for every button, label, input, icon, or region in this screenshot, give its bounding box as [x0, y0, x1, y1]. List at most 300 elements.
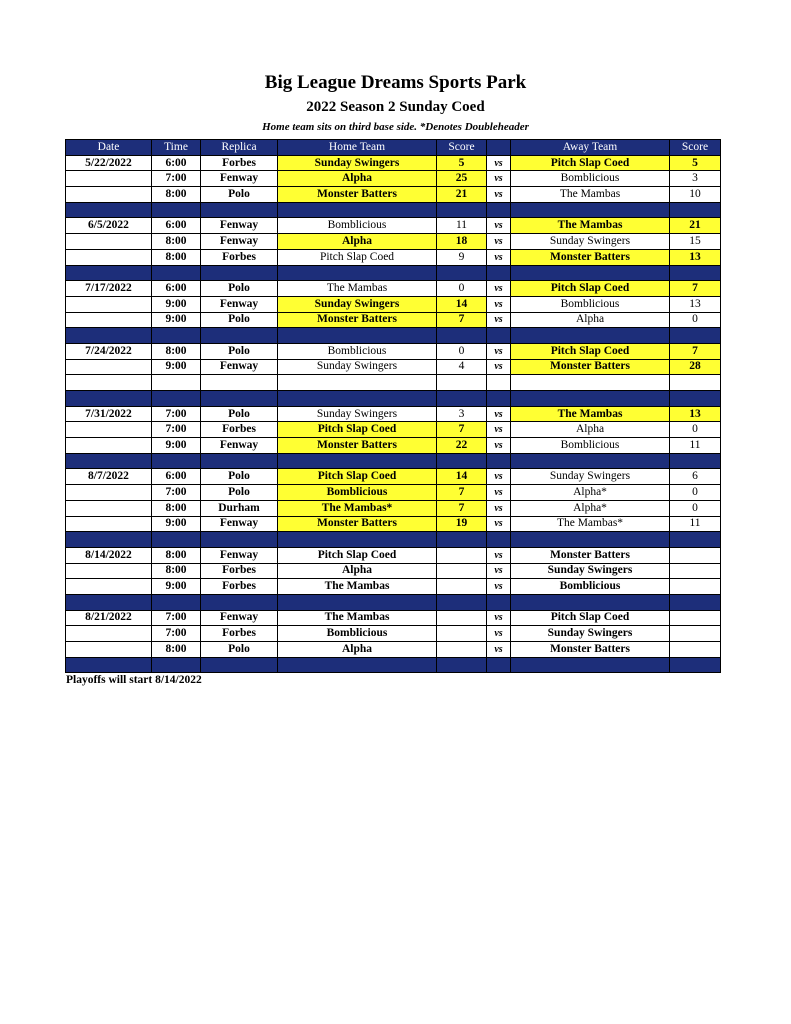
home-score-cell: 7: [437, 422, 487, 438]
home-score-cell: 7: [437, 485, 487, 501]
empty-cell: [487, 532, 511, 548]
empty-cell: [437, 594, 487, 610]
replica-cell: Fenway: [201, 171, 278, 187]
game-row: [66, 563, 721, 579]
game-row: [66, 438, 721, 454]
time-cell: 8:00: [152, 249, 201, 265]
game-row: [66, 610, 721, 626]
replica-cell: Fenway: [201, 359, 278, 375]
date-cell: 7/24/2022: [66, 343, 152, 359]
empty-cell: [487, 453, 511, 469]
replica-cell: Forbes: [201, 249, 278, 265]
empty-cell: [487, 375, 511, 391]
vs-cell: vs: [487, 296, 511, 312]
time-header: Time: [152, 140, 201, 156]
home-score-cell: 14: [437, 296, 487, 312]
empty-cell: [152, 265, 201, 281]
replica-cell: Polo: [201, 469, 278, 485]
replica-cell: Fenway: [201, 296, 278, 312]
home-team-header: Home Team: [278, 140, 437, 156]
empty-cell: [437, 657, 487, 673]
away-score-cell: 7: [670, 281, 721, 297]
empty-cell: [66, 375, 152, 391]
time-cell: 6:00: [152, 281, 201, 297]
home-team-cell: The Mambas: [278, 579, 437, 595]
game-row: [66, 312, 721, 328]
empty-cell: [66, 265, 152, 281]
empty-cell: [152, 328, 201, 344]
date-cell: 8/14/2022: [66, 547, 152, 563]
replica-cell: Polo: [201, 312, 278, 328]
game-row: [66, 171, 721, 187]
time-cell: 9:00: [152, 579, 201, 595]
time-cell: 7:00: [152, 171, 201, 187]
home-team-cell: Pitch Slap Coed: [278, 547, 437, 563]
away-team-cell: Bomblicious: [511, 579, 670, 595]
home-score-cell: 18: [437, 234, 487, 250]
vs-cell: vs: [487, 626, 511, 642]
away-score-cell: 11: [670, 516, 721, 532]
empty-cell: [487, 202, 511, 218]
empty-cell: [201, 594, 278, 610]
away-team-cell: Bomblicious: [511, 296, 670, 312]
away-team-cell: Bomblicious: [511, 438, 670, 454]
time-cell: 8:00: [152, 343, 201, 359]
empty-cell: [66, 391, 152, 407]
vs-cell: vs: [487, 579, 511, 595]
away-team-cell: Sunday Swingers: [511, 469, 670, 485]
empty-cell: [201, 532, 278, 548]
game-row: [66, 469, 721, 485]
away-score-cell: 13: [670, 249, 721, 265]
empty-cell: [511, 375, 670, 391]
time-cell: 9:00: [152, 438, 201, 454]
replica-cell: Forbes: [201, 155, 278, 171]
away-team-cell: Pitch Slap Coed: [511, 281, 670, 297]
replica-cell: Fenway: [201, 516, 278, 532]
date-cell: [66, 187, 152, 203]
vs-cell: vs: [487, 343, 511, 359]
date-cell: [66, 234, 152, 250]
away-team-cell: The Mambas: [511, 187, 670, 203]
time-cell: 6:00: [152, 469, 201, 485]
home-score-cell: 7: [437, 500, 487, 516]
home-team-cell: Alpha: [278, 642, 437, 658]
empty-cell: [511, 265, 670, 281]
away-score-cell: 13: [670, 406, 721, 422]
vs-cell: vs: [487, 171, 511, 187]
home-team-cell: Monster Batters: [278, 438, 437, 454]
away-team-cell: Alpha: [511, 422, 670, 438]
away-team-cell: Monster Batters: [511, 547, 670, 563]
empty-cell: [66, 328, 152, 344]
separator-row: [66, 202, 721, 218]
empty-cell: [201, 375, 278, 391]
empty-cell: [437, 328, 487, 344]
empty-cell: [278, 328, 437, 344]
home-team-cell: Bomblicious: [278, 485, 437, 501]
home-team-cell: Bomblicious: [278, 343, 437, 359]
time-cell: 8:00: [152, 187, 201, 203]
game-row: [66, 249, 721, 265]
home-team-cell: Bomblicious: [278, 218, 437, 234]
home-score-header: Score: [437, 140, 487, 156]
away-score-header: Score: [670, 140, 721, 156]
empty-cell: [201, 328, 278, 344]
away-team-cell: Sunday Swingers: [511, 234, 670, 250]
home-team-cell: The Mambas: [278, 610, 437, 626]
schedule-body: [66, 155, 721, 673]
empty-cell: [437, 391, 487, 407]
empty-cell: [201, 453, 278, 469]
separator-row: [66, 265, 721, 281]
empty-row: [66, 375, 721, 391]
home-team-cell: Pitch Slap Coed: [278, 422, 437, 438]
date-cell: [66, 422, 152, 438]
empty-cell: [152, 453, 201, 469]
empty-cell: [511, 657, 670, 673]
date-cell: 7/31/2022: [66, 406, 152, 422]
empty-cell: [670, 453, 721, 469]
empty-cell: [670, 657, 721, 673]
game-row: [66, 218, 721, 234]
separator-row: [66, 657, 721, 673]
empty-cell: [152, 532, 201, 548]
vs-cell: vs: [487, 281, 511, 297]
time-cell: 6:00: [152, 155, 201, 171]
home-score-cell: 14: [437, 469, 487, 485]
away-score-cell: 0: [670, 500, 721, 516]
game-row: [66, 359, 721, 375]
playoffs-note: Playoffs will start 8/14/2022: [66, 674, 202, 686]
empty-cell: [152, 657, 201, 673]
time-cell: 8:00: [152, 234, 201, 250]
schedule-table: [65, 139, 721, 673]
vs-cell: vs: [487, 234, 511, 250]
away-score-cell: 0: [670, 422, 721, 438]
date-cell: [66, 296, 152, 312]
home-team-cell: Alpha: [278, 171, 437, 187]
game-row: [66, 422, 721, 438]
away-score-cell: 28: [670, 359, 721, 375]
away-team-cell: Pitch Slap Coed: [511, 343, 670, 359]
home-score-cell: 21: [437, 187, 487, 203]
empty-cell: [437, 532, 487, 548]
vs-cell: vs: [487, 500, 511, 516]
game-row: [66, 234, 721, 250]
home-team-cell: Sunday Swingers: [278, 406, 437, 422]
replica-cell: Forbes: [201, 563, 278, 579]
empty-cell: [511, 202, 670, 218]
time-cell: 9:00: [152, 516, 201, 532]
empty-cell: [511, 328, 670, 344]
away-score-cell: 5: [670, 155, 721, 171]
vs-header: [487, 140, 511, 156]
separator-row: [66, 391, 721, 407]
game-row: [66, 547, 721, 563]
home-score-cell: 3: [437, 406, 487, 422]
home-team-cell: The Mambas*: [278, 500, 437, 516]
vs-cell: vs: [487, 155, 511, 171]
empty-cell: [201, 657, 278, 673]
away-score-cell: 7: [670, 343, 721, 359]
vs-cell: vs: [487, 422, 511, 438]
replica-cell: Forbes: [201, 626, 278, 642]
time-cell: 6:00: [152, 218, 201, 234]
away-team-cell: Sunday Swingers: [511, 626, 670, 642]
date-cell: [66, 438, 152, 454]
vs-cell: vs: [487, 312, 511, 328]
time-cell: 8:00: [152, 500, 201, 516]
empty-cell: [66, 202, 152, 218]
header-row: [66, 140, 721, 156]
game-row: [66, 579, 721, 595]
empty-cell: [487, 391, 511, 407]
empty-cell: [278, 532, 437, 548]
vs-cell: vs: [487, 359, 511, 375]
home-score-cell: 11: [437, 218, 487, 234]
time-cell: 8:00: [152, 547, 201, 563]
home-score-cell: 9: [437, 249, 487, 265]
separator-row: [66, 532, 721, 548]
away-score-cell: 3: [670, 171, 721, 187]
away-team-cell: Pitch Slap Coed: [511, 610, 670, 626]
away-score-cell: [670, 626, 721, 642]
away-score-cell: 21: [670, 218, 721, 234]
away-team-cell: The Mambas*: [511, 516, 670, 532]
empty-cell: [511, 594, 670, 610]
home-score-cell: 19: [437, 516, 487, 532]
time-cell: 7:00: [152, 485, 201, 501]
empty-cell: [670, 328, 721, 344]
empty-cell: [278, 657, 437, 673]
doubleheader-note: Home team sits on third base side. *Denotes Doubleheader: [262, 121, 529, 133]
home-team-cell: Alpha: [278, 234, 437, 250]
empty-cell: [152, 391, 201, 407]
date-cell: 7/17/2022: [66, 281, 152, 297]
home-team-cell: Monster Batters: [278, 187, 437, 203]
replica-cell: Polo: [201, 343, 278, 359]
game-row: [66, 296, 721, 312]
game-row: [66, 281, 721, 297]
away-score-cell: [670, 547, 721, 563]
date-cell: [66, 642, 152, 658]
home-score-cell: 0: [437, 343, 487, 359]
away-score-cell: 10: [670, 187, 721, 203]
home-team-cell: Pitch Slap Coed: [278, 469, 437, 485]
home-score-cell: 5: [437, 155, 487, 171]
home-score-cell: 22: [437, 438, 487, 454]
home-score-cell: [437, 547, 487, 563]
empty-cell: [66, 453, 152, 469]
away-score-cell: [670, 563, 721, 579]
home-team-cell: Pitch Slap Coed: [278, 249, 437, 265]
empty-cell: [66, 657, 152, 673]
date-cell: [66, 500, 152, 516]
page-title: Big League Dreams Sports Park: [264, 72, 527, 93]
date-cell: [66, 579, 152, 595]
time-cell: 7:00: [152, 626, 201, 642]
game-row: [66, 516, 721, 532]
empty-cell: [66, 594, 152, 610]
empty-cell: [437, 265, 487, 281]
away-score-cell: 0: [670, 312, 721, 328]
empty-cell: [278, 202, 437, 218]
date-cell: 6/5/2022: [66, 218, 152, 234]
date-cell: [66, 249, 152, 265]
empty-cell: [278, 265, 437, 281]
empty-cell: [201, 265, 278, 281]
vs-cell: vs: [487, 406, 511, 422]
home-team-cell: The Mambas: [278, 281, 437, 297]
home-score-cell: 25: [437, 171, 487, 187]
time-cell: 7:00: [152, 406, 201, 422]
empty-cell: [201, 391, 278, 407]
empty-cell: [278, 375, 437, 391]
home-score-cell: 7: [437, 312, 487, 328]
time-cell: 8:00: [152, 642, 201, 658]
vs-cell: vs: [487, 249, 511, 265]
replica-cell: Polo: [201, 642, 278, 658]
empty-cell: [670, 594, 721, 610]
date-header: Date: [66, 140, 152, 156]
empty-cell: [670, 265, 721, 281]
empty-cell: [278, 594, 437, 610]
away-score-cell: 15: [670, 234, 721, 250]
away-score-cell: [670, 579, 721, 595]
away-score-cell: 6: [670, 469, 721, 485]
time-cell: 7:00: [152, 610, 201, 626]
empty-cell: [152, 375, 201, 391]
date-cell: 5/22/2022: [66, 155, 152, 171]
home-team-cell: Monster Batters: [278, 516, 437, 532]
game-row: [66, 626, 721, 642]
date-cell: 8/21/2022: [66, 610, 152, 626]
home-score-cell: [437, 610, 487, 626]
replica-cell: Forbes: [201, 422, 278, 438]
empty-cell: [670, 202, 721, 218]
replica-header: Replica: [201, 140, 278, 156]
vs-cell: vs: [487, 485, 511, 501]
away-score-cell: 13: [670, 296, 721, 312]
replica-cell: Polo: [201, 485, 278, 501]
away-team-cell: The Mambas: [511, 218, 670, 234]
away-team-cell: Alpha*: [511, 500, 670, 516]
separator-row: [66, 594, 721, 610]
away-team-cell: Sunday Swingers: [511, 563, 670, 579]
home-score-cell: 4: [437, 359, 487, 375]
page-subtitle: 2022 Season 2 Sunday Coed: [306, 99, 485, 115]
time-cell: 8:00: [152, 563, 201, 579]
replica-cell: Durham: [201, 500, 278, 516]
home-team-cell: Sunday Swingers: [278, 296, 437, 312]
away-team-cell: Alpha: [511, 312, 670, 328]
home-score-cell: [437, 626, 487, 642]
empty-cell: [152, 594, 201, 610]
empty-cell: [670, 375, 721, 391]
vs-cell: vs: [487, 516, 511, 532]
vs-cell: vs: [487, 642, 511, 658]
empty-cell: [487, 328, 511, 344]
replica-cell: Polo: [201, 406, 278, 422]
vs-cell: vs: [487, 547, 511, 563]
game-row: [66, 187, 721, 203]
away-team-cell: The Mambas: [511, 406, 670, 422]
date-cell: [66, 626, 152, 642]
vs-cell: vs: [487, 469, 511, 485]
empty-cell: [511, 453, 670, 469]
home-team-cell: Monster Batters: [278, 312, 437, 328]
replica-cell: Fenway: [201, 218, 278, 234]
away-score-cell: 0: [670, 485, 721, 501]
empty-cell: [487, 265, 511, 281]
empty-cell: [278, 391, 437, 407]
empty-cell: [437, 202, 487, 218]
date-cell: [66, 563, 152, 579]
empty-cell: [511, 391, 670, 407]
replica-cell: Fenway: [201, 547, 278, 563]
home-score-cell: 0: [437, 281, 487, 297]
home-team-cell: Alpha: [278, 563, 437, 579]
empty-cell: [152, 202, 201, 218]
date-cell: [66, 516, 152, 532]
away-team-cell: Monster Batters: [511, 249, 670, 265]
empty-cell: [201, 202, 278, 218]
replica-cell: Polo: [201, 187, 278, 203]
away-team-cell: Monster Batters: [511, 359, 670, 375]
replica-cell: Forbes: [201, 579, 278, 595]
home-score-cell: [437, 563, 487, 579]
home-team-cell: Sunday Swingers: [278, 359, 437, 375]
date-cell: [66, 312, 152, 328]
empty-cell: [437, 453, 487, 469]
date-cell: [66, 359, 152, 375]
vs-cell: vs: [487, 218, 511, 234]
vs-cell: vs: [487, 438, 511, 454]
game-row: [66, 642, 721, 658]
empty-cell: [278, 453, 437, 469]
home-team-cell: Bomblicious: [278, 626, 437, 642]
away-team-cell: Pitch Slap Coed: [511, 155, 670, 171]
separator-row: [66, 453, 721, 469]
time-cell: 9:00: [152, 359, 201, 375]
away-team-header: Away Team: [511, 140, 670, 156]
time-cell: 7:00: [152, 422, 201, 438]
game-row: [66, 500, 721, 516]
vs-cell: vs: [487, 610, 511, 626]
away-team-cell: Alpha*: [511, 485, 670, 501]
empty-cell: [437, 375, 487, 391]
empty-cell: [511, 532, 670, 548]
game-row: [66, 155, 721, 171]
time-cell: 9:00: [152, 312, 201, 328]
replica-cell: Fenway: [201, 234, 278, 250]
away-team-cell: Bomblicious: [511, 171, 670, 187]
vs-cell: vs: [487, 187, 511, 203]
game-row: [66, 485, 721, 501]
date-cell: [66, 485, 152, 501]
away-score-cell: [670, 610, 721, 626]
empty-cell: [670, 532, 721, 548]
away-team-cell: Monster Batters: [511, 642, 670, 658]
away-score-cell: 11: [670, 438, 721, 454]
empty-cell: [66, 532, 152, 548]
replica-cell: Fenway: [201, 438, 278, 454]
empty-cell: [487, 657, 511, 673]
date-cell: 8/7/2022: [66, 469, 152, 485]
game-row: [66, 343, 721, 359]
home-score-cell: [437, 642, 487, 658]
